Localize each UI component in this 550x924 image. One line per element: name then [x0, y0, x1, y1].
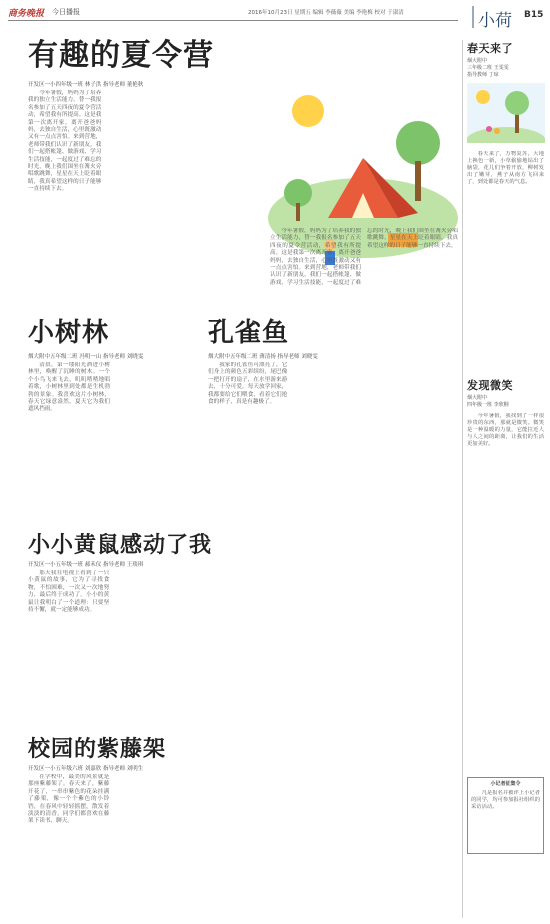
newspaper-logo: 商务晚报	[8, 9, 45, 19]
article-byline-guppy: 烟大附中五年级二班 薄清扬 指导老师 刘晓雯	[208, 354, 318, 360]
article-paragraph: 今年暑假，妈妈为了培养我的独立生活能力，替一我报名参加了五天四夜的夏令营活动，希望我有所提高。这是我第一次离开家，离开爸爸妈妈，去独自生活，心里既激动又有一点点害怕。来到营地，老师带我们认识了新朋友，我们一起搭帐篷、做游戏、学习生活技能，一起度过了难忘的时光，晚上我们围坐在篝火旁唱歌跳舞，星星在天上眨着眼睛，我真希望这样的日子能够一直持续下去。	[28, 90, 102, 193]
sidebar-byline-smile: 烟大附中 四年级一班 李欣桐	[467, 395, 509, 408]
column-name: 小荷	[472, 6, 520, 28]
article-body	[28, 774, 458, 914]
article-hamster	[8, 524, 458, 724]
sidebar-title-smile: 发现微笑	[467, 379, 513, 392]
article-body	[28, 570, 458, 720]
sidebar-byline-spring: 烟大附中 三年级二班 王雯雯 指导教师 丁琼	[467, 58, 509, 78]
article-paragraph: 那天我在电视上看到了一只小黄鼠的故事，它为了寻找食物，不怕困难，一次又一次地努力，最后终于成功了。小小的黄鼠让我明白了一个道理：只要坚持不懈，就一定能够成功。	[28, 570, 110, 614]
article-wisteria	[8, 730, 458, 918]
article-paragraph: 今年暑假，妈妈为了培养我的独立生活能力，替一我报名参加了五天四夜的夏令营活动，希望我有所提高。这是我第一次离开家，离开爸爸妈妈，去独自生活，心里既激动又有一点点害怕。来到营地，老师带我们认识了新朋友，我们一起搭帐篷、做游戏、学习生活技能，一起度过了难忘的时光，晚上我们围坐在篝火旁唱歌跳舞，星星在天上眨着眼睛，我真希望这样的日子能够一直持续下去。	[270, 228, 458, 286]
article-paragraph: 我家的孔雀鱼可漂亮了，它们身上的颜色五彩缤纷，尾巴像一把打开的扇子，在水里游来游去，十分可爱。每天放学回家，我都要给它们喂食，看着它们抢食的样子，真是有趣极了。	[208, 362, 288, 406]
article-byline-grove: 烟大附中五年级二班 冯明一山 指导老师 刘晓雯	[28, 354, 144, 360]
sidebar-body-smile	[467, 413, 544, 773]
section-name: 今日播报	[52, 8, 80, 16]
article-paragraph: 春天来了，万物复苏，大地上换色一新，小草偷偷地钻出了脑袋，花儿们争着开放，柳树发出了嫩芽，燕子从南方飞回来了，到处都是春天的气息。	[467, 151, 544, 185]
box-body	[471, 790, 540, 850]
article-byline: 开发区一小五年级六班 刘嘉欣 指导老师 刘明生	[28, 766, 144, 772]
spring-illustration	[467, 83, 545, 143]
article-body-guppy	[208, 362, 458, 507]
article-byline: 开发区一小五年级一班 郝禾仪 指导老师 王琰琪	[28, 562, 144, 568]
sun-icon	[476, 90, 490, 104]
article-byline: 开发区一小四年级一班 林子洪 指导老师 董艳秋	[28, 82, 144, 88]
sidebar-title-spring: 春天来了	[467, 42, 513, 55]
main-column	[8, 24, 458, 918]
sidebar-body-spring	[467, 151, 544, 371]
box-paragraph: 凡是报名并被评上小记者的同学，均可参加报社组织的采访活动。	[471, 790, 540, 810]
sun-icon	[292, 95, 324, 127]
header-rule	[8, 20, 458, 21]
article-title: 小小黄鼠感动了我	[28, 533, 213, 558]
article-paragraph: 在学校中，最美的风景就是那座紫藤架了。春天来了，紫藤开花了，一串串紫色的花朵挂满了藤架，像一个个紫色的小铃铛，在春风中轻轻摇摆，散发着淡淡的清香，同学们都喜欢在藤架下读书、聊天。	[28, 774, 110, 825]
page-number: B15	[524, 10, 544, 20]
article-title: 有趣的夏令营	[28, 38, 214, 73]
sidebar	[462, 40, 544, 918]
article-row	[8, 304, 458, 512]
article-paragraph: 今年暑假，我找到了一样很珍贵的东西，那就是微笑。微笑是一种温暖的力量，它能拉近人与人之间的距离，让我们的生活更加美好。	[467, 413, 544, 447]
box-title: 小记者征集令	[490, 781, 521, 787]
article-summer-camp	[8, 28, 458, 298]
issue-meta: 2016年10月23日 星期五 编辑 李薇薇 美编 李艳梅 校对 于淑清	[248, 10, 404, 16]
reporter-recruit-box	[467, 777, 544, 854]
article-title: 校园的紫藤架	[28, 737, 167, 762]
article-body-grove	[28, 362, 198, 507]
article-body-continued	[270, 228, 458, 294]
article-title-grove: 小树林	[28, 318, 110, 348]
article-body	[28, 90, 260, 292]
masthead	[8, 6, 544, 31]
article-title-guppy: 孔雀鱼	[208, 318, 290, 348]
article-paragraph: 清晨，第一缕阳光洒进小树林里，唤醒了沉睡的树木。一个个小鸟飞来飞去，叽叽喳喳地唱着歌，小树林里到处都是生机勃勃的景象。我喜欢这片小树林，春天它绿意盎然，夏天它为我们遮风挡雨。	[28, 362, 110, 413]
